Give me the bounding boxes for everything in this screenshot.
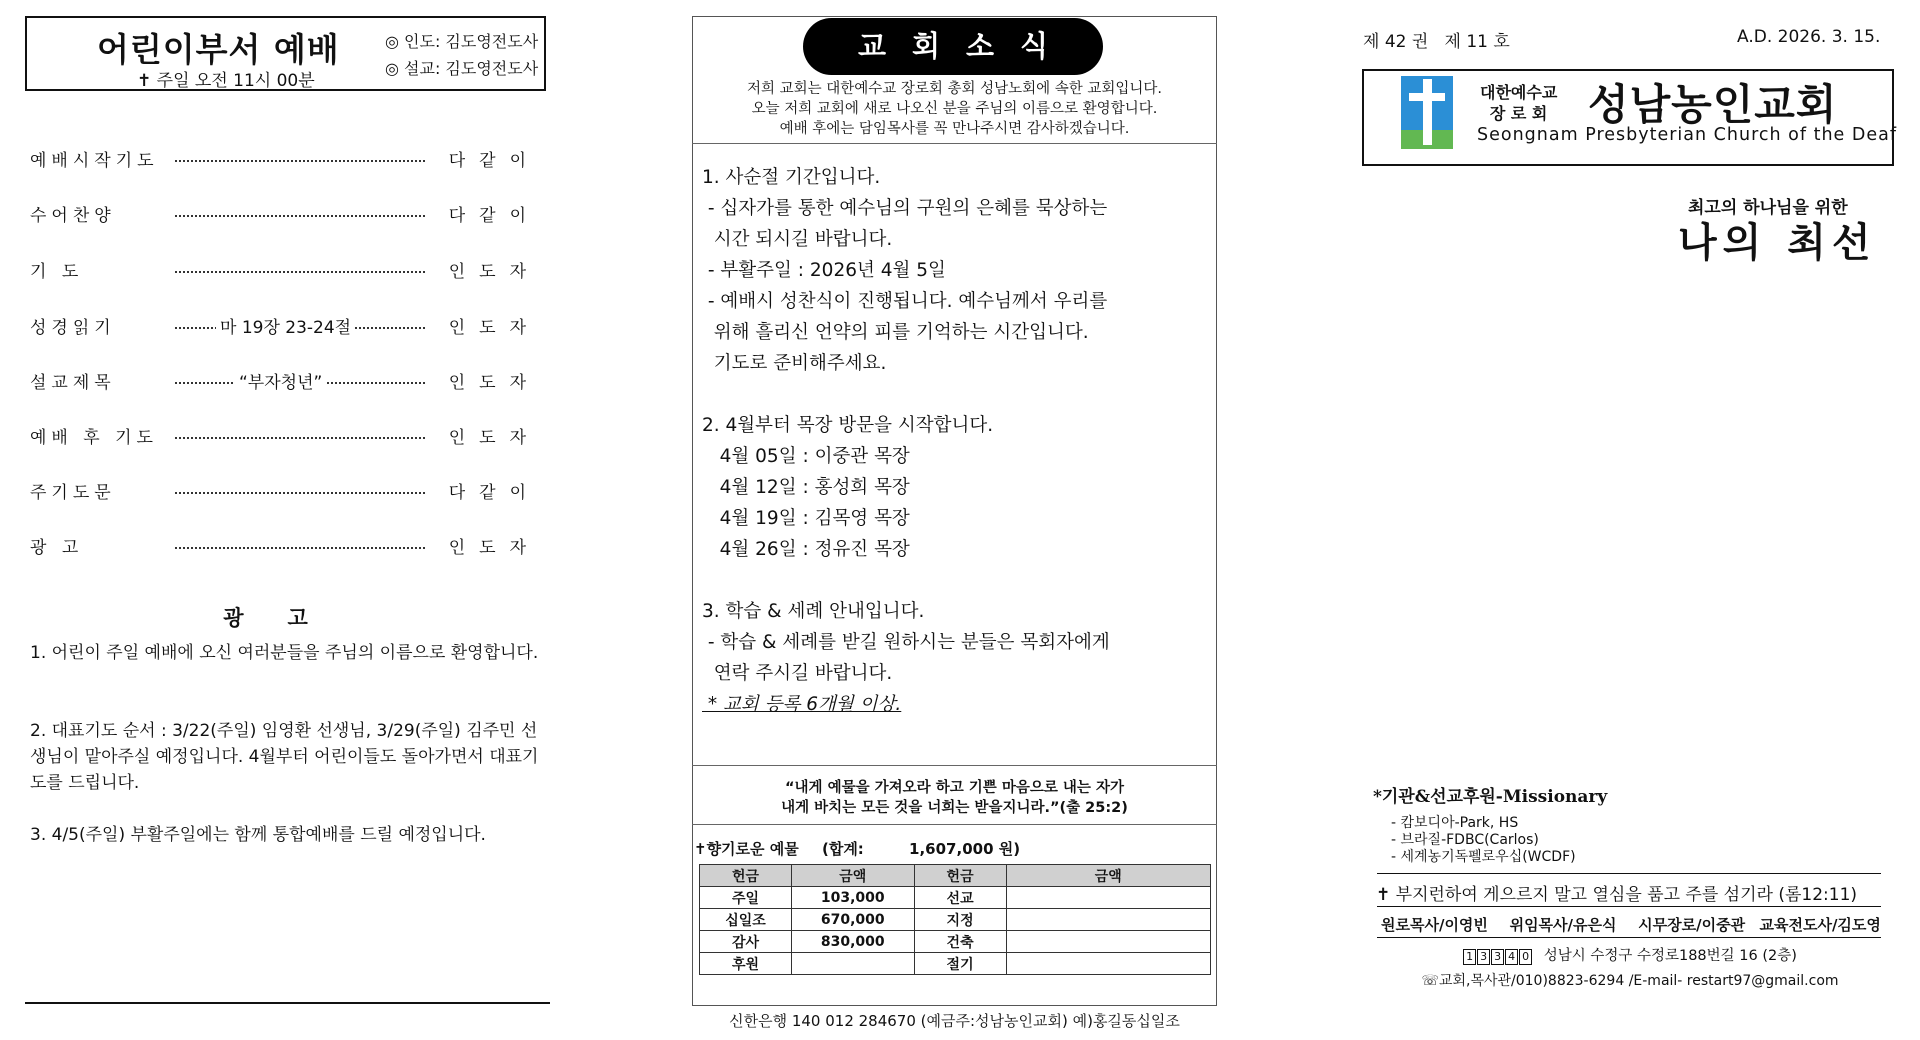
worship-title-box	[25, 16, 546, 91]
zip-digit: 1	[1463, 949, 1476, 965]
col-header: 금액	[791, 865, 914, 887]
cross-icon	[1423, 79, 1432, 145]
worship-order-row	[30, 533, 540, 563]
order-detail: 마 19장 23-24절	[216, 313, 355, 338]
scripture-verse: ✝ 부지런하여 게으르지 말고 열심을 품고 주를 섬기라 (롬12:11)	[1376, 885, 1858, 905]
order-detail: “부자청년”	[235, 368, 326, 393]
news-line: 기도로 준비해주세요.	[702, 353, 887, 374]
order-leader: 인도자	[448, 373, 540, 393]
offering-cell: 후원	[700, 953, 792, 975]
news-line: 시간 되시길 바랍니다.	[702, 229, 893, 250]
worship-order-row	[30, 201, 540, 231]
order-label: 광 고	[30, 538, 84, 558]
divider	[1377, 873, 1881, 874]
worship-title: 어린이부서 예배	[97, 30, 340, 69]
intro-line: 오늘 저희 교회에 새로 나오신 분을 주님의 이름으로 환영합니다.	[751, 101, 1158, 117]
offering-header-row	[700, 865, 1211, 887]
news-line	[702, 565, 1214, 596]
offering-row	[700, 909, 1211, 931]
order-leader: 인도자	[448, 538, 540, 558]
offering-cell: 주일	[700, 887, 792, 909]
denomination-line: 대한예수교	[1480, 83, 1558, 102]
offering-cell: 103,000	[791, 887, 914, 909]
order-leader: 인도자	[448, 428, 540, 448]
news-line: - 학습 & 세례를 받길 원하시는 분들은 목회자에게	[702, 632, 1110, 653]
order-label: 예배 후 기도	[30, 428, 158, 448]
announcement-item: 2. 대표기도 순서 : 3/22(주일) 임영환 선생님, 3/29(주일) 김주민 선생님이 맡아주실 예정입니다. 4월부터 어린이들도 돌아가면서 대표기도를 드립니다.	[30, 721, 539, 793]
address-text: 성남시 수정구 수정로188번길 16 (2층)	[1543, 948, 1797, 964]
news-line: 4월 19일 : 김목영 목장	[702, 508, 910, 529]
worship-time: ✝ 주일 오전 11시 00분	[137, 71, 315, 91]
worship-order-row	[30, 478, 540, 508]
news-line: 2. 4월부터 목장 방문을 시작합니다.	[702, 415, 994, 436]
order-leader: 인도자	[448, 262, 540, 282]
leader-dots	[175, 207, 425, 217]
missionary-heading: *기관&선교후원-Missionary	[1373, 787, 1608, 807]
offering-cell: 선교	[914, 887, 1006, 909]
church-address	[1378, 944, 1882, 965]
leader-dots	[175, 429, 425, 439]
zip-digit: 3	[1491, 949, 1504, 965]
news-intro	[693, 79, 1216, 139]
news-line: * 교회 등록 6개월 이상.	[702, 694, 902, 715]
news-line: - 십자가를 통한 예수님의 구원의 은혜를 묵상하는	[702, 198, 1108, 219]
offering-cell	[1006, 887, 1210, 909]
verse-line: 내게 바치는 모든 것을 너희는 받을지니라.”(출 25:2)	[781, 800, 1128, 816]
offering-cell: 830,000	[791, 931, 914, 953]
announcement-heading: 광고	[223, 606, 352, 630]
church-english-name: Seongnam Presbyterian Church of the Deaf	[1477, 125, 1898, 145]
leader-dots	[175, 484, 425, 494]
news-line: 4월 26일 : 정유진 목장	[702, 539, 910, 560]
col-header: 헌금	[914, 865, 1006, 887]
news-line: 1. 사순절 기간입니다.	[702, 167, 881, 188]
bulletin-date: A.D. 2026. 3. 15.	[1737, 27, 1881, 47]
worship-order-row	[30, 257, 540, 287]
slogan-title: 나의 최선	[1678, 220, 1877, 266]
news-line: - 부활주일 : 2026년 4월 5일	[702, 260, 946, 281]
missionary-item: - 세계농기독펠로우십(WCDF)	[1391, 849, 1576, 865]
offering-verse	[693, 778, 1216, 818]
divider	[1377, 906, 1881, 907]
worship-order-row	[30, 368, 540, 398]
divider	[1377, 937, 1881, 938]
zip-digit: 4	[1505, 949, 1518, 965]
worship-order-row	[30, 146, 540, 176]
offering-table	[699, 864, 1211, 975]
offering-cell: 십일조	[700, 909, 792, 931]
offering-total: 1,607,000 원)	[909, 840, 1021, 858]
church-name: 성남농인교회	[1588, 80, 1838, 129]
offering-cell: 감사	[700, 931, 792, 953]
missionary-item: - 브라질-FDBC(Carlos)	[1391, 832, 1539, 848]
cross-bar	[1409, 93, 1445, 101]
zip-code	[1463, 948, 1538, 964]
divider	[25, 1002, 550, 1004]
divider	[692, 143, 1217, 144]
slogan-small: 최고의 하나님을 위한	[1688, 198, 1848, 218]
offering-total-label: (합계:	[821, 840, 864, 858]
order-label: 수어찬양	[30, 206, 116, 226]
intro-line: 저희 교회는 대한예수교 장로회 총회 성남노회에 속한 교회입니다.	[746, 81, 1163, 97]
preacher-info: ◎ 설교: 김도영전도사	[385, 59, 539, 78]
order-leader: 다같이	[448, 206, 540, 226]
news-line: - 예배시 성찬식이 진행됩니다. 예수님께서 우리를	[702, 291, 1108, 312]
verse-line: “내게 예물을 가져오라 하고 기쁜 마음으로 내는 자가	[784, 780, 1124, 796]
denomination-line: 장 로 회	[1489, 104, 1548, 123]
denomination	[1480, 82, 1557, 124]
order-leader: 다같이	[448, 483, 540, 503]
offering-row	[700, 931, 1211, 953]
col-header: 헌금	[700, 865, 792, 887]
announcement-item: 3. 4/5(주일) 부활주일에는 함께 통합예배를 드릴 예정입니다.	[30, 825, 486, 845]
worship-order-row	[30, 423, 540, 453]
volume-number: 제 42 권 제 11 호	[1363, 32, 1510, 52]
intro-line: 예배 후에는 담임목사를 꼭 만나주시면 감사하겠습니다.	[779, 121, 1130, 137]
order-label: 설교제목	[30, 373, 116, 393]
staff-list: 원로목사/이영빈 위임목사/유은식 시무장로/이중관 교육전도사/김도영	[1381, 916, 1881, 934]
missionary-item: - 캄보디아-Park, HS	[1391, 815, 1519, 831]
offering-row	[700, 887, 1211, 909]
order-label: 주기도문	[30, 483, 116, 503]
news-line: 위해 흘리신 언약의 피를 기억하는 시간입니다.	[702, 322, 1089, 343]
offering-cell: 절기	[914, 953, 1006, 975]
news-body	[702, 162, 1214, 720]
leader-dots	[175, 152, 425, 162]
announcement-item: 1. 어린이 주일 예배에 오신 여러분들을 주님의 이름으로 환영합니다.	[30, 643, 539, 663]
leader-info: ◎ 인도: 김도영전도사	[385, 32, 539, 51]
order-label: 기 도	[30, 262, 84, 282]
news-line: 3. 학습 & 세례 안내입니다.	[702, 601, 925, 622]
divider	[692, 765, 1217, 766]
offering-cell	[1006, 909, 1210, 931]
order-label: 성경읽기	[30, 318, 116, 338]
leader-dots	[175, 539, 425, 549]
zip-digit: 3	[1477, 949, 1490, 965]
order-label: 예배시작기도	[30, 151, 159, 171]
divider	[692, 824, 1217, 825]
offering-title: ✝향기로운 예물	[694, 840, 799, 858]
news-line: 4월 12일 : 홍성희 목장	[702, 477, 910, 498]
news-line	[702, 379, 1214, 410]
worship-order-row	[30, 313, 540, 343]
contact-info: ☏교회,목사관/010)8823-6294 /E-mail- restart97@gmail.com	[1421, 973, 1839, 989]
col-header: 금액	[1006, 865, 1210, 887]
news-line: 연락 주시길 바랍니다.	[702, 663, 893, 684]
order-leader: 인도자	[448, 318, 540, 338]
offering-cell: 지정	[914, 909, 1006, 931]
news-heading: 교회소식	[803, 18, 1103, 75]
bank-account: 신한은행 140 012 284670 (예금주:성남농인교회) 예)홍길동십일조	[729, 1012, 1180, 1030]
leader-dots	[175, 263, 425, 273]
offering-cell: 건축	[914, 931, 1006, 953]
offering-cell: 670,000	[791, 909, 914, 931]
offering-row	[700, 953, 1211, 975]
order-leader: 다같이	[448, 151, 540, 171]
offering-cell	[1006, 931, 1210, 953]
offering-heading	[694, 838, 1020, 859]
zip-digit: 0	[1519, 949, 1532, 965]
news-line: 4월 05일 : 이중관 목장	[702, 446, 910, 467]
offering-cell	[791, 953, 914, 975]
offering-cell	[1006, 953, 1210, 975]
